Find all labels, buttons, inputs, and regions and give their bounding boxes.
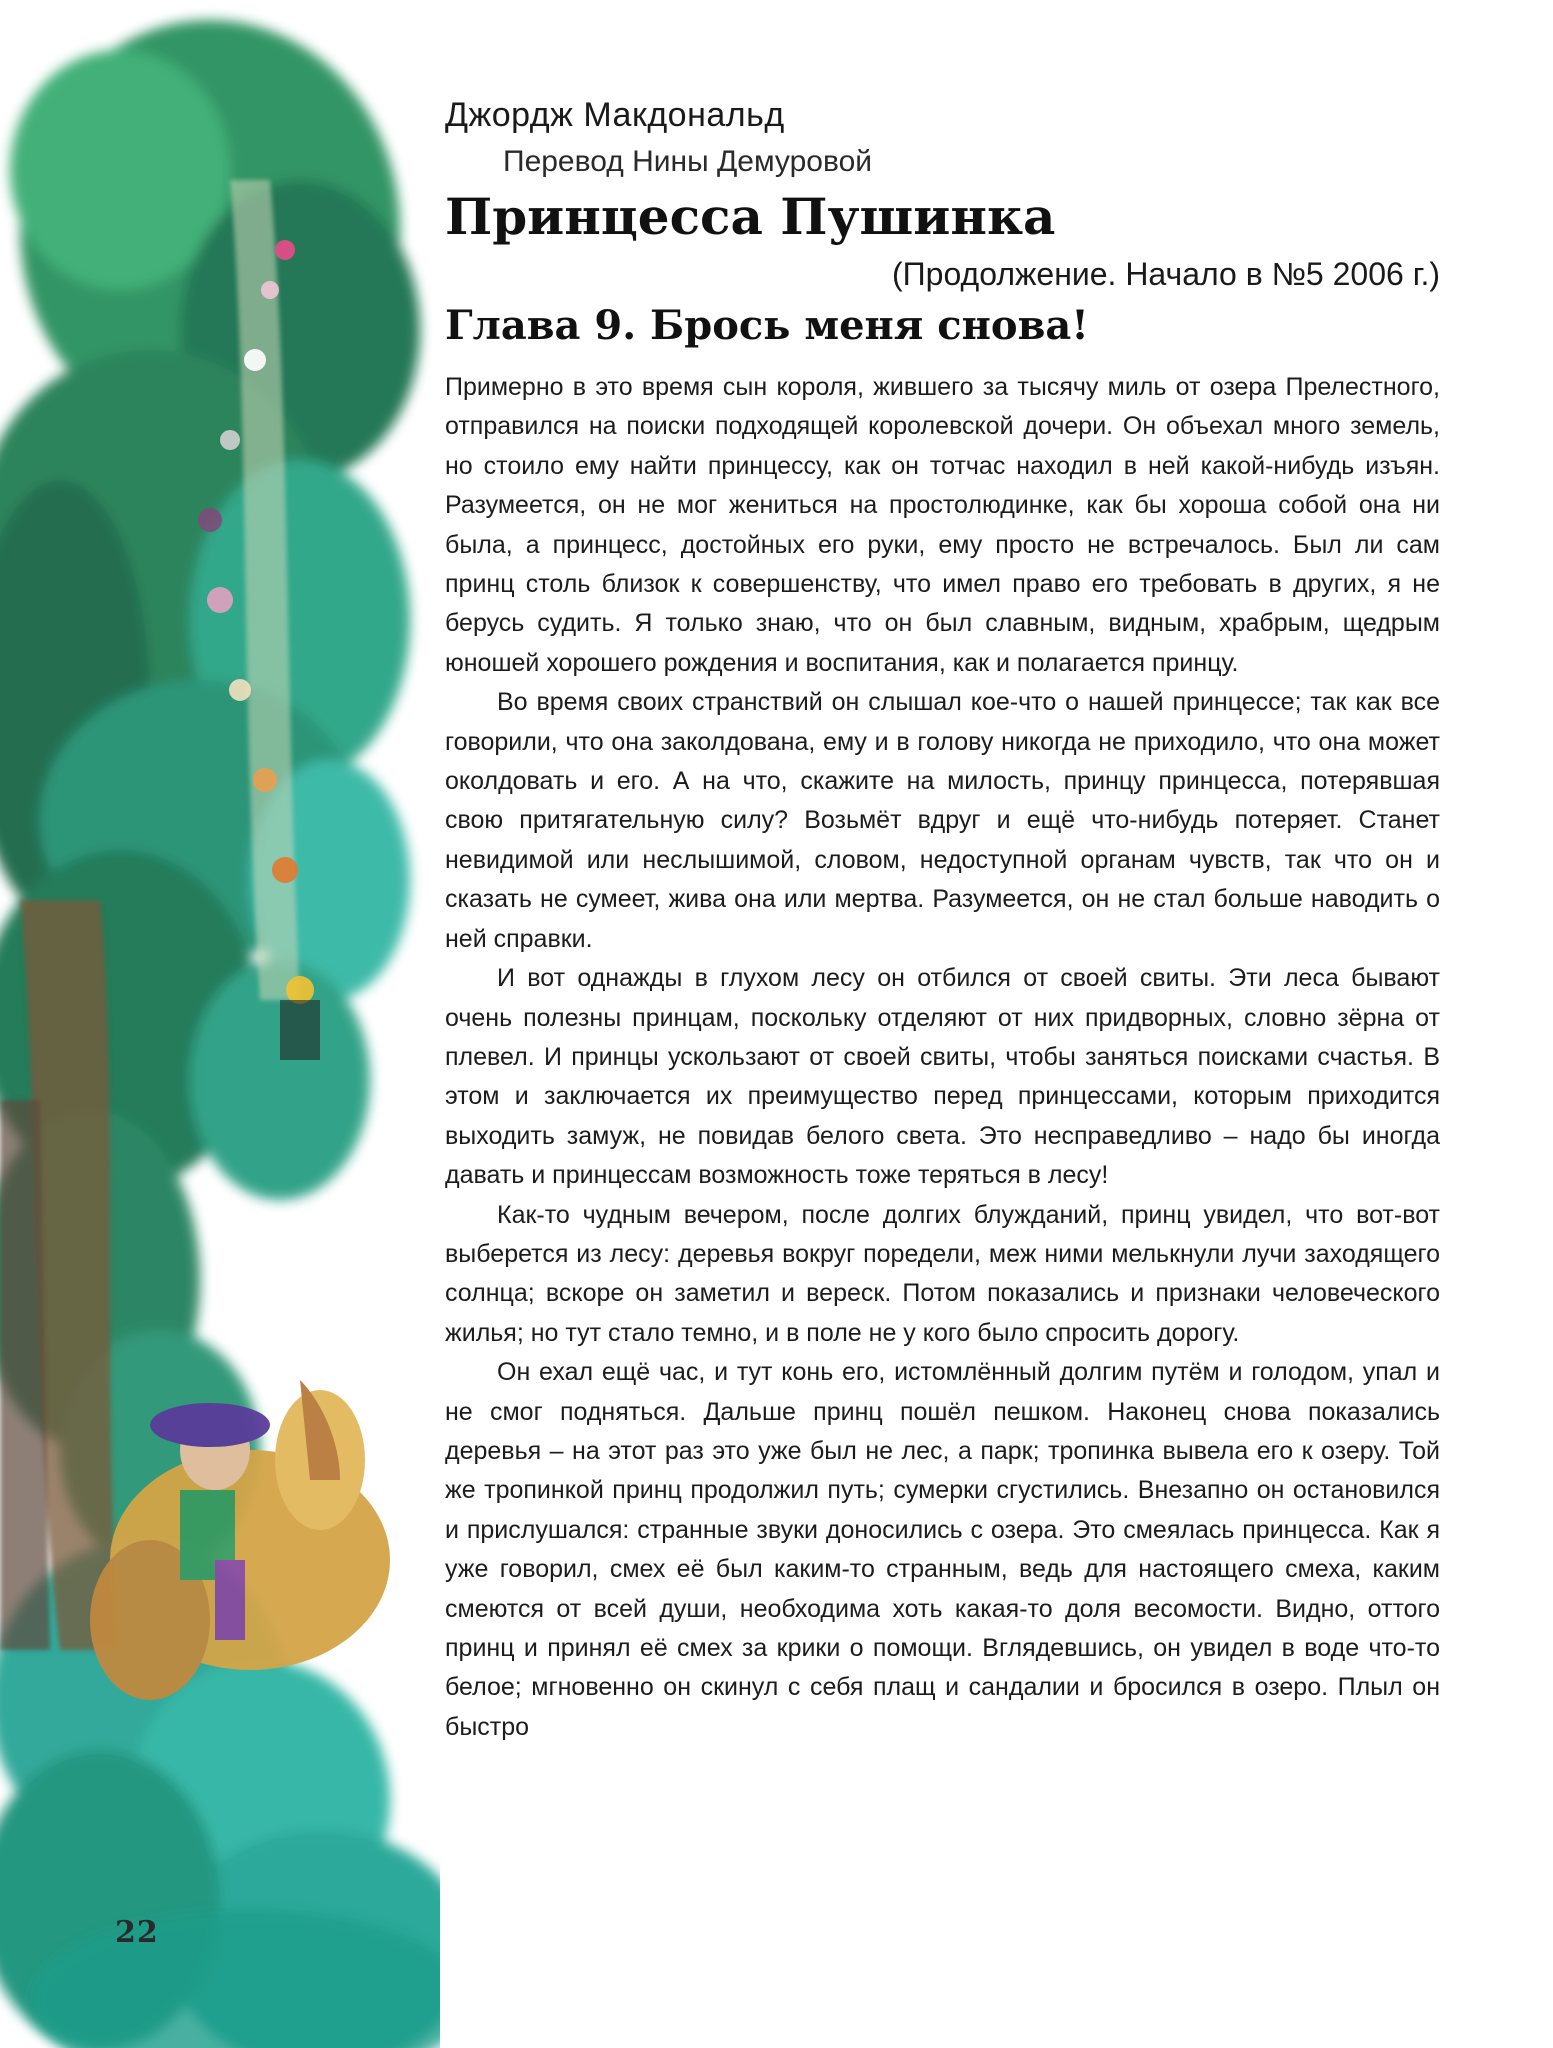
page-number: 22 [115,1915,159,1950]
forest-illustration [0,0,440,2048]
author-name: Джордж Макдональд [445,96,785,134]
paragraph: Во время своих странствий он слышал кое-что о нашей принцессе; так как все говорили, что она заколдована, ему и в голову никогда не приходило, что она может околдовать и его. А на что, скажите на милость, принцу принцесса, потерявшая свою притягательную силу? Возьмёт вдруг и ещё что-нибудь потеряет. Станет невидимой или неслышимой, словом, недоступной органам чувств, так что он и сказать не сумеет, жива она или мертва. Разумеется, он не стал больше наводить о ней справки. [445,688,1440,953]
article [445,90,1440,1747]
paragraph: И вот однажды в глухом лесу он отбился от своей свиты. Эти леса бывают очень полезны принцам, поскольку отделяют от них придворных, словно зёрна от плевел. И принцы ускользают от своей свиты, чтобы заняться поисками счастья. В этом и заключается их преимущество перед принцессами, которым приходится выходить замуж, не повидав белого света. Это несправедливо – надо бы иногда давать и принцессам возможность тоже теряться в лесу! [445,964,1440,1190]
paragraph: Как-то чудным вечером, после долгих блужданий, принц увидел, что вот-вот выберется из лесу: деревья вокруг поредели, меж ними мелькнули лучи заходящего солнца; вскоре он заметил и вереск. Потом показались и признаки человеческого жилья; но тут стало темно, и в поле не у кого было спросить дорогу. [445,1200,1440,1347]
chapter-heading: Глава 9. Брось меня снова! [445,302,1089,349]
translator-credit: Перевод Нины Демуровой [503,145,873,178]
paragraph: Он ехал ещё час, и тут конь его, истомлённый долгим путём и голодом, упал и не смог подняться. Дальше принц пошёл пешком. Наконец снова показались деревья – на этот раз это уже был не лес, а парк; тропинка вывела его к озеру. Той же тропинкой принц продолжил путь; сумерки сгустились. Внезапно он остановился и прислушался: странные звуки доносились с озера. Это смеялась принцесса. Как я уже говорил, смех её был каким-то странным, ведь для настоящего смеха, каким смеются от всей души, необходима хоть какая-то доля весомости. Видно, оттого принц и принял её смех за крики о помощи. Вглядевшись, он увидел в воде что-то белое; мгновенно он скинул с себя плащ и сандалии и бросился в озеро. Плыл он быстро [445,1358,1440,1741]
continuation-note: (Продолжение. Начало в №5 2006 г.) [892,256,1440,292]
story-title: Принцесса Пушинка [445,187,1056,246]
paragraph: Примерно в это время сын короля, жившего за тысячу миль от озера Прелестного, отправился на поиски подходящей королевской дочери. Он объехал много земель, но стоило ему найти принцессу, как он тотчас находил в ней какой-нибудь изъян. Разумеется, он не мог жениться на простолюдинке, как бы хороша собой она ни была, а принцесс, достойных его руки, ему просто не встречалось. Был ли сам принц столь близок к совершенству, что имел право его требовать в других, я не берусь судить. Я только знаю, что он был славным, видным, храбрым, щедрым юношей хорошего рождения и воспитания, как и полагается принцу. [445,373,1440,677]
body-text [445,368,1440,1747]
